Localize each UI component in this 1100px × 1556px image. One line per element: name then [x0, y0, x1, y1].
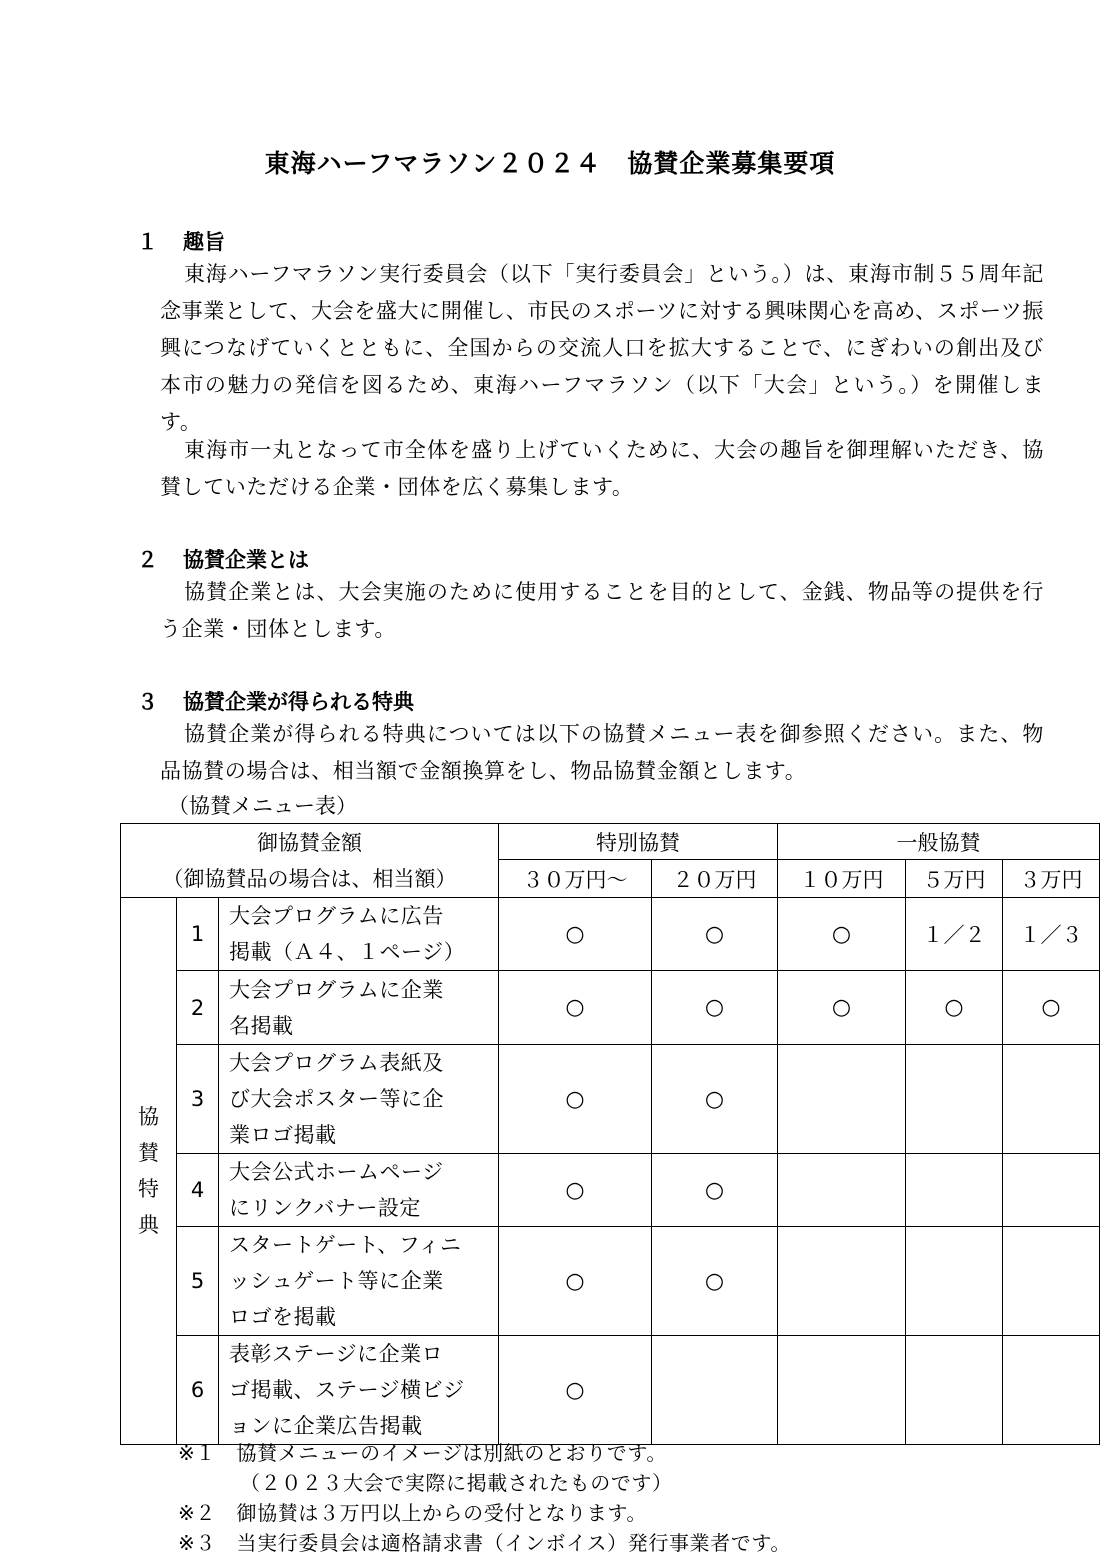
benefit-cell: ○ — [652, 898, 778, 971]
benefits-paragraph: 協賛企業が得られる特典については以下の協賛メニュー表を御参照ください。また、物品協賛の場合は、相当額で金額換算をし、物品協賛金額とします。 — [160, 722, 1044, 783]
benefit-cell — [1003, 1154, 1100, 1227]
benefit-cell — [778, 1227, 906, 1336]
row-number: 4 — [177, 1154, 219, 1227]
benefit-description: 大会プログラムに企業 名掲載 — [219, 971, 499, 1045]
section-title: 協賛企業が得られる特典 — [183, 690, 414, 714]
amount-subheader: （御協賛品の場合は、相当額） — [121, 860, 499, 898]
header-row-groups — [121, 824, 1100, 860]
table-caption: （協賛メニュー表） — [168, 794, 357, 818]
section-heading-purpose — [137, 226, 225, 256]
benefit-description: 大会プログラムに広告 掲載（Ａ４、１ページ） — [219, 898, 499, 971]
note-1-sub: （２０２３大会で実際に掲載されたものです） — [240, 1471, 673, 1495]
benefit-cell — [1003, 1227, 1100, 1336]
table-row — [121, 898, 1100, 971]
benefit-cell: ○ — [499, 898, 652, 971]
page-title: 東海ハーフマラソン２０２４ 協賛企業募集要項 — [264, 149, 836, 178]
column-header: ２０万円 — [652, 860, 778, 898]
benefit-cell: ○ — [499, 1336, 652, 1445]
special-sponsor-header: 特別協賛 — [499, 824, 778, 860]
benefits-side-label: 協 賛 特 典 — [121, 898, 177, 1445]
benefit-cell — [906, 1154, 1003, 1227]
benefit-cell — [778, 1336, 906, 1445]
amount-header: 御協賛金額 — [121, 824, 499, 860]
column-header: ３０万円～ — [499, 860, 652, 898]
sponsor-menu-table — [120, 823, 1100, 1445]
benefit-description: 大会プログラム表紙及 び大会ポスター等に企 業ロゴ掲載 — [219, 1045, 499, 1154]
column-header: ３万円 — [1003, 860, 1100, 898]
benefit-cell — [778, 1154, 906, 1227]
table-row — [121, 1154, 1100, 1227]
benefit-cell: ○ — [652, 1154, 778, 1227]
sponsor-definition-paragraph: 協賛企業とは、大会実施のために使用することを目的として、金銭、物品等の提供を行う企業・団体とします。 — [160, 580, 1044, 641]
benefit-cell: ○ — [652, 971, 778, 1045]
benefit-cell: ○ — [778, 971, 906, 1045]
benefit-description: 大会公式ホームページ にリンクバナー設定 — [219, 1154, 499, 1227]
section-number: １ — [137, 230, 158, 254]
benefit-cell — [652, 1336, 778, 1445]
purpose-paragraph-1: 東海ハーフマラソン実行委員会（以下「実行委員会」という。）は、東海市制５５周年記念事業として、大会を盛大に開催し、市民のスポーツに対する興味関心を高め、スポーツ振興につなげていくとともに、全国からの交流人口を拡大することで、にぎわいの創出及び本市の魅力の発信を図るため、東海ハーフマラソン（以下「大会」という。）を開催します。 — [160, 262, 1044, 434]
benefit-description: スタートゲート、フィニ ッシュゲート等に企業 ロゴを掲載 — [219, 1227, 499, 1336]
benefit-cell: ○ — [1003, 971, 1100, 1045]
table-row — [121, 1227, 1100, 1336]
table-row — [121, 1045, 1100, 1154]
row-number: 3 — [177, 1045, 219, 1154]
section-heading-benefits — [137, 686, 414, 716]
benefit-cell — [1003, 1336, 1100, 1445]
benefit-cell: ○ — [499, 971, 652, 1045]
section-number: ３ — [137, 690, 158, 714]
benefit-cell: ○ — [778, 898, 906, 971]
row-number: 6 — [177, 1336, 219, 1445]
benefit-cell: ○ — [906, 971, 1003, 1045]
benefit-cell: ○ — [499, 1227, 652, 1336]
note-1: ※１ 協賛メニューのイメージは別紙のとおりです。 — [178, 1441, 667, 1465]
row-number: 1 — [177, 898, 219, 971]
benefit-cell: ○ — [499, 1154, 652, 1227]
benefit-cell: １／２ — [906, 898, 1003, 971]
section-title: 趣旨 — [183, 230, 225, 254]
note-2: ※２ 御協賛は３万円以上からの受付となります。 — [178, 1501, 647, 1525]
benefit-cell: ○ — [499, 1045, 652, 1154]
section-heading-sponsor-definition — [137, 544, 309, 574]
benefit-cell — [1003, 1045, 1100, 1154]
benefit-cell — [906, 1227, 1003, 1336]
table-row — [121, 1336, 1100, 1445]
benefit-cell: ○ — [652, 1045, 778, 1154]
row-number: 5 — [177, 1227, 219, 1336]
benefit-cell — [906, 1336, 1003, 1445]
benefit-cell — [906, 1045, 1003, 1154]
benefit-cell: ○ — [652, 1227, 778, 1336]
benefit-cell — [778, 1045, 906, 1154]
general-sponsor-header: 一般協賛 — [778, 824, 1100, 860]
table-row — [121, 971, 1100, 1045]
purpose-paragraph-2: 東海市一丸となって市全体を盛り上げていくために、大会の趣旨を御理解いただき、協賛していただける企業・団体を広く募集します。 — [160, 438, 1044, 499]
section-title: 協賛企業とは — [183, 548, 309, 572]
benefit-description: 表彰ステージに企業ロ ゴ掲載、ステージ横ビジ ョンに企業広告掲載 — [219, 1336, 499, 1445]
section-number: ２ — [137, 548, 158, 572]
column-header: １０万円 — [778, 860, 906, 898]
header-row-amounts — [121, 860, 1100, 898]
note-3: ※３ 当実行委員会は適格請求書（インボイス）発行事業者です。 — [178, 1531, 791, 1555]
benefit-cell: １／３ — [1003, 898, 1100, 971]
row-number: 2 — [177, 971, 219, 1045]
column-header: ５万円 — [906, 860, 1003, 898]
